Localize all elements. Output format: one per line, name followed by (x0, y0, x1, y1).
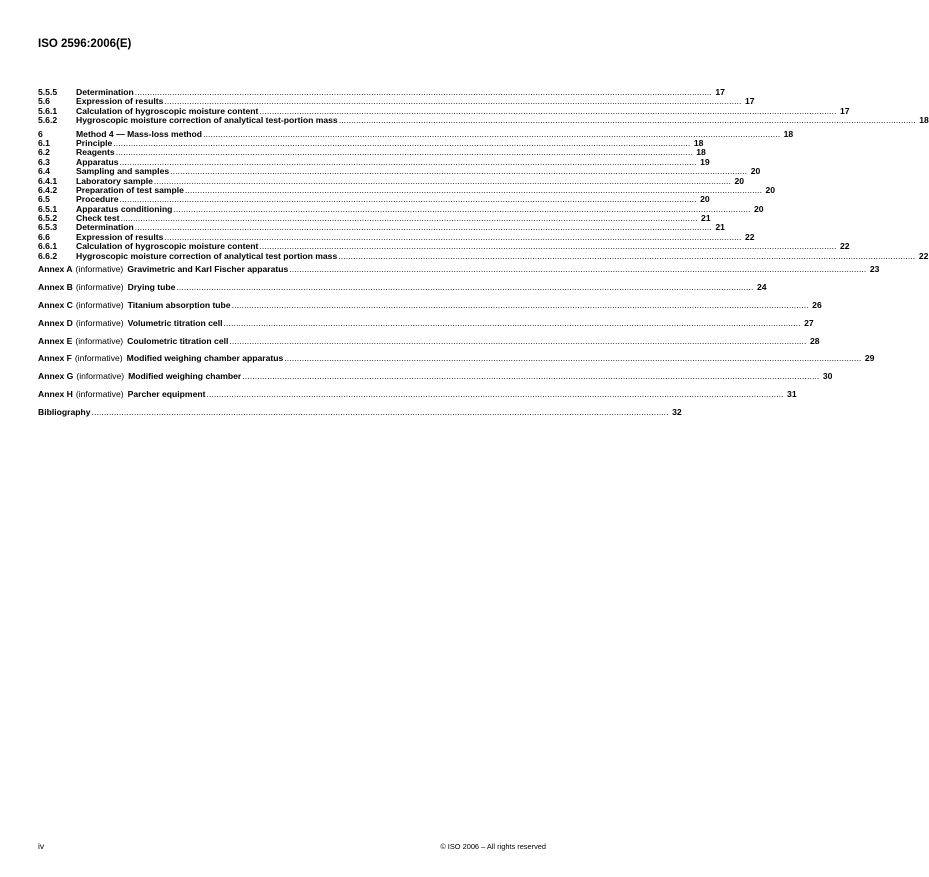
toc-entry-number: 6.5 (38, 194, 50, 205)
toc-entry-title: Determination (76, 87, 134, 97)
toc-entry-title: Calculation of hygroscopic moisture content (76, 241, 259, 252)
toc-entry-title: Laboratory sample (76, 175, 153, 186)
toc-entry-page: 22 (744, 231, 755, 242)
annex-label: Annex F (38, 353, 72, 364)
toc-entry-annex[interactable] (38, 353, 875, 364)
toc-entry-annex[interactable] (38, 281, 767, 292)
toc-entry[interactable] (38, 115, 929, 126)
toc-entry-number: 5.6.1 (38, 105, 58, 116)
toc-leader-dots (284, 354, 861, 363)
toc-leader-dots (289, 265, 866, 274)
toc-leader-dots (224, 319, 801, 328)
toc-entry-number: 6.5.1 (38, 203, 58, 214)
toc-entry-number: 6.4 (38, 166, 50, 177)
toc-entry-page: 19 (700, 156, 710, 167)
toc-entry-page: 17 (715, 87, 725, 97)
toc-entry-page: 18 (693, 137, 704, 148)
toc-entry-title: Check test (76, 213, 120, 224)
annex-type: (informative) (75, 299, 124, 310)
toc-entry-annex[interactable] (38, 264, 880, 275)
toc-entry-page: 20 (734, 175, 745, 186)
toc-entry-title: Preparation of test sample (76, 184, 184, 195)
annex-title: Modified weighing chamber (128, 371, 242, 382)
annex-type: (informative) (75, 281, 124, 292)
annex-type: (informative) (75, 335, 124, 346)
toc-entry-page: 22 (918, 250, 929, 261)
toc-entry-page: 21 (701, 213, 711, 224)
annex-label: Annex D (38, 317, 73, 328)
toc-entry-number: 6.4.1 (38, 175, 58, 186)
annex-label: Annex A (38, 264, 73, 275)
toc-entry-title: Sampling and samples (76, 166, 170, 177)
toc-entry-page: 18 (696, 147, 706, 158)
toc-leader-dots (229, 337, 806, 346)
toc-entry-page: 29 (864, 353, 875, 364)
toc-entry-number: 5.6 (38, 96, 50, 107)
toc-entry-title: Procedure (76, 194, 119, 205)
toc-entry-page: 17 (839, 105, 850, 116)
toc-entry-page: 23 (869, 264, 880, 275)
toc-entry-title: Apparatus conditioning (76, 203, 173, 214)
toc-entry-title: Expression of results (76, 96, 164, 107)
toc-entry-number: 6.3 (38, 156, 50, 167)
toc-entry-number: 5.5.5 (38, 87, 58, 97)
toc-entry-title: Hygroscopic moisture correction of analytical test-portion mass (76, 115, 338, 126)
toc-entry-title: Apparatus (76, 156, 119, 167)
toc-entry-page: 32 (672, 407, 682, 418)
toc-entry-number: 6.4.2 (38, 184, 58, 195)
toc-entry-title: Principle (76, 137, 113, 148)
toc-entry-annex[interactable] (38, 371, 833, 382)
annex-label: Annex G (38, 371, 74, 382)
toc-entry-page: 18 (919, 115, 929, 126)
annex-label: Annex B (38, 281, 73, 292)
annex-title: Coulometric titration cell (127, 335, 229, 346)
toc-entry[interactable] (38, 250, 929, 261)
toc-entry-number: 6.5.3 (38, 222, 58, 233)
toc-entry-page: 27 (804, 317, 814, 328)
toc-entry-bibliography[interactable] (38, 407, 682, 418)
toc-entry-title: Calculation of hygroscopic moisture content (76, 105, 259, 116)
toc-entry-page: 20 (700, 194, 710, 205)
toc-entry-page: 20 (750, 166, 761, 177)
copyright-notice: © ISO 2006 – All rights reserved (440, 842, 546, 851)
table-of-contents (38, 87, 929, 418)
annex-type: (informative) (75, 389, 124, 400)
annex-label: Annex C (38, 299, 73, 310)
toc-leader-dots (206, 390, 783, 399)
toc-entry-annex[interactable] (38, 299, 822, 310)
toc-leader-dots (176, 283, 753, 292)
toc-leader-dots (232, 301, 809, 310)
toc-entry-number: 5.6.2 (38, 115, 58, 126)
toc-entry-page: 26 (812, 299, 822, 310)
toc-annexes (38, 264, 880, 400)
annex-type: (informative) (76, 371, 125, 382)
toc-entry-page: 18 (783, 128, 794, 139)
toc-entry-page: 21 (715, 222, 725, 233)
toc-entry-page: 28 (809, 335, 820, 346)
toc-entry-title: Hygroscopic moisture correction of analytical test portion mass (76, 250, 338, 261)
toc-entry-annex[interactable] (38, 335, 820, 346)
toc-entry-title: Bibliography (38, 407, 91, 418)
toc-entry-page: 20 (765, 184, 776, 195)
toc-section-6 (38, 128, 929, 261)
toc-entry-title: Determination (76, 222, 134, 233)
toc-leader-dots (92, 408, 669, 417)
toc-entry-page: 22 (839, 241, 850, 252)
annex-title: Gravimetric and Karl Fischer apparatus (127, 264, 289, 275)
annex-title: Volumetric titration cell (127, 317, 223, 328)
annex-type: (informative) (74, 353, 123, 364)
toc-entry-page: 31 (787, 389, 797, 400)
document-id: ISO 2596:2006(E) (38, 38, 132, 50)
toc-entry-title: Method 4 — Mass-loss method (76, 128, 203, 139)
toc-entry-number: 6.1 (38, 137, 50, 148)
page-number: iv (38, 841, 45, 851)
toc-entry-number: 6.2 (38, 147, 50, 158)
toc-entry-page: 17 (744, 96, 755, 107)
annex-type: (informative) (75, 264, 124, 275)
annex-type: (informative) (75, 317, 124, 328)
annex-label: Annex E (38, 335, 73, 346)
annex-label: Annex H (38, 389, 73, 400)
annex-title: Titanium absorption tube (127, 299, 231, 310)
toc-entry-number: 6.6.2 (38, 250, 58, 261)
toc-entry-number: 6.6 (38, 231, 50, 242)
toc-entry-annex[interactable] (38, 317, 814, 328)
toc-entry-title: Reagents (76, 147, 115, 158)
toc-leader-dots (339, 116, 916, 125)
toc-entry-title: Expression of results (76, 231, 164, 242)
toc-entry-number: 6 (38, 128, 43, 139)
toc-entry-page: 20 (754, 203, 764, 214)
toc-leader-dots (242, 372, 819, 381)
toc-leader-dots (338, 252, 915, 261)
toc-section-5 (38, 87, 929, 126)
toc-entry-number: 6.6.1 (38, 241, 58, 252)
toc-entry-page: 30 (822, 371, 833, 382)
toc-entry-annex[interactable] (38, 389, 797, 400)
annex-title: Parcher equipment (127, 389, 206, 400)
annex-title: Drying tube (127, 281, 176, 292)
annex-title: Modified weighing chamber apparatus (126, 353, 284, 364)
toc-entry-number: 6.5.2 (38, 213, 58, 224)
toc-entry-page: 24 (756, 281, 767, 292)
